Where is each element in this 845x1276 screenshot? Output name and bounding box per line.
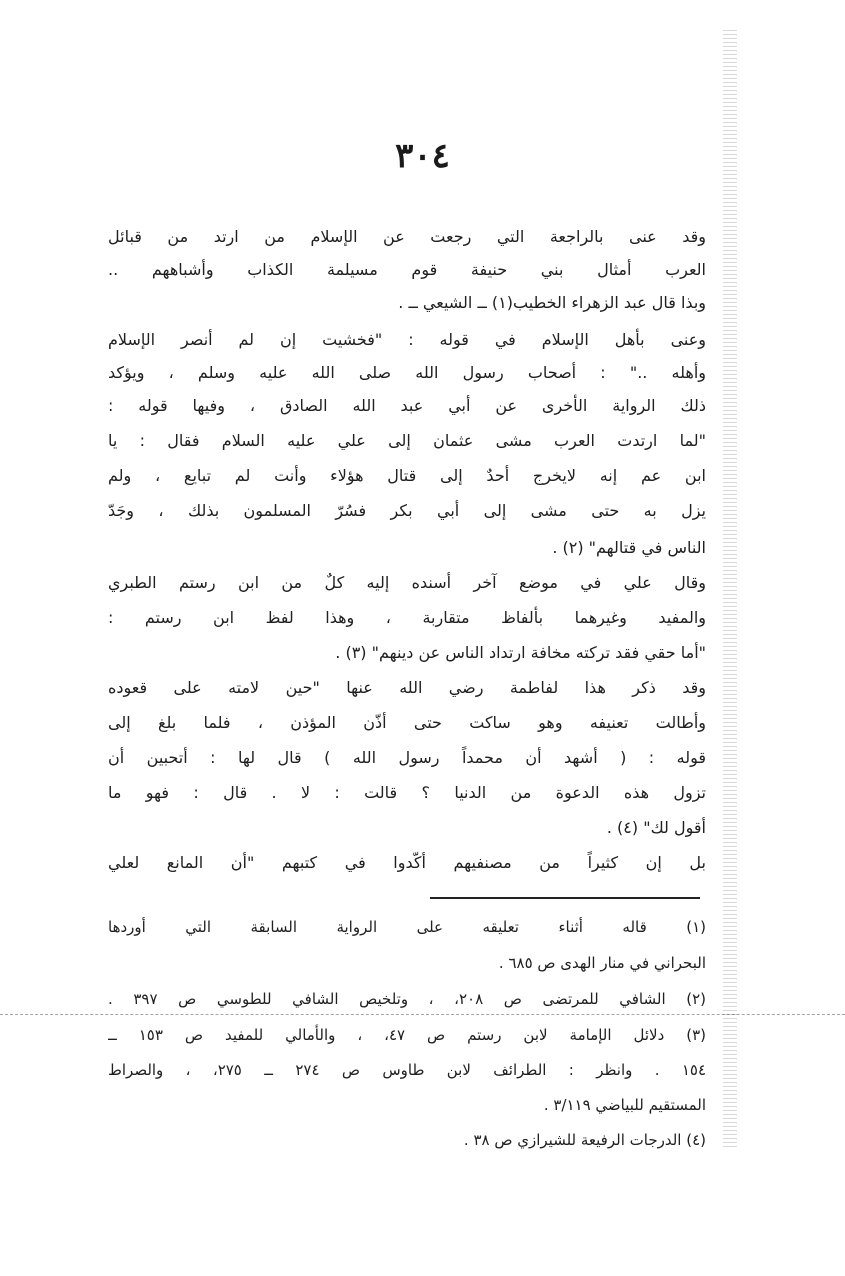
body-line: وعنى بأهل الإسلام في قوله : "فخشيت إن لم أنصر الإسلام xyxy=(108,330,706,349)
body-line: "أما حقي فقد تركته مخافة ارتداد الناس عن دينهم" (٣) . xyxy=(335,643,706,662)
body-line: وبذا قال عبد الزهراء الخطيب(١) ــ الشيعي ــ . xyxy=(398,293,706,312)
body-line: والمفيد وغيرهما بألفاظ متقاربة ، وهذا لفظ ابن رستم : xyxy=(108,608,706,627)
scan-edge-noise xyxy=(723,30,737,1150)
body-line: وقد عنى بالراجعة التي رجعت عن الإسلام من ارتد من قبائل xyxy=(108,227,706,246)
body-line: العرب أمثال بني حنيفة قوم مسيلمة الكذاب وأشباههم .. xyxy=(108,260,706,279)
body-line: قوله : ( أشهد أن محمداً رسول الله ) قال لها : أتحبين أن xyxy=(108,748,706,767)
body-line: الناس في قتالهم" (٢) . xyxy=(552,538,706,557)
body-line: وقد ذكر هذا لفاطمة رضي الله عنها "حين لامته على قعوده xyxy=(108,678,706,697)
footnote-line: (٣) دلائل الإمامة لابن رستم ص ٤٧، ، والأمالي للمفيد ص ١٥٣ ــ xyxy=(108,1026,706,1044)
body-line: وأهله .." : أصحاب رسول الله صلى الله عليه وسلم ، ويؤكد xyxy=(108,363,706,382)
body-line: بل إن كثيراً من مصنفيهم أكّدوا في كتبهم "أن المانع لعلي xyxy=(108,853,706,872)
body-line: وأطالت تعنيفه وهو ساكت حتى أذّن المؤذن ، فلما بلغ إلى xyxy=(108,713,706,732)
footnote-line: (٢) الشافي للمرتضى ص ٢٠٨، ، وتلخيص الشافي للطوسي ص ٣٩٧ . xyxy=(108,990,706,1008)
footnote-line: ١٥٤ . وانظر : الطرائف لابن طاوس ص ٢٧٤ ــ ٢٧٥، ، والصراط xyxy=(108,1061,706,1079)
body-line: يزل به حتى مشى إلى أبي بكر فسُرّ المسلمون بذلك ، وجَدّ xyxy=(108,501,706,520)
footnotes xyxy=(108,912,706,1152)
body-line: وقال علي في موضع آخر أسنده إليه كلٌ من ابن رستم الطبري xyxy=(108,573,706,592)
body-line: أقول لك" (٤) . xyxy=(606,818,706,837)
footnote-line: المستقيم للبياضي ٣/١١٩ . xyxy=(543,1096,706,1114)
footnote-separator xyxy=(430,897,700,899)
body-line: ذلك الرواية الأخرى عن أبي عبد الله الصادق ، وفيها قوله : xyxy=(108,396,706,415)
footnote-line: (١) قاله أثناء تعليقه على الرواية السابقة التي أوردها xyxy=(108,918,706,936)
footnote-line: (٤) الدرجات الرفيعة للشيرازي ص ٣٨ . xyxy=(463,1131,706,1149)
footnote-line: البحراني في منار الهدى ص ٦٨٥ . xyxy=(498,954,706,972)
body-text xyxy=(108,222,706,892)
body-line: تزول هذه الدعوة من الدنيا ؟ قالت : لا . قال : فهو ما xyxy=(108,783,706,802)
body-line: ابن عم إنه لايخرج أحدٌ إلى قتال هؤلاء وأنت لم تبايع ، ولم xyxy=(108,466,706,485)
body-line: "لما ارتدت العرب مشى عثمان إلى علي عليه السلام فقال : يا xyxy=(108,431,706,450)
scan-artifact-line xyxy=(0,1014,845,1015)
page-number: ٣٠٤ xyxy=(395,136,450,176)
